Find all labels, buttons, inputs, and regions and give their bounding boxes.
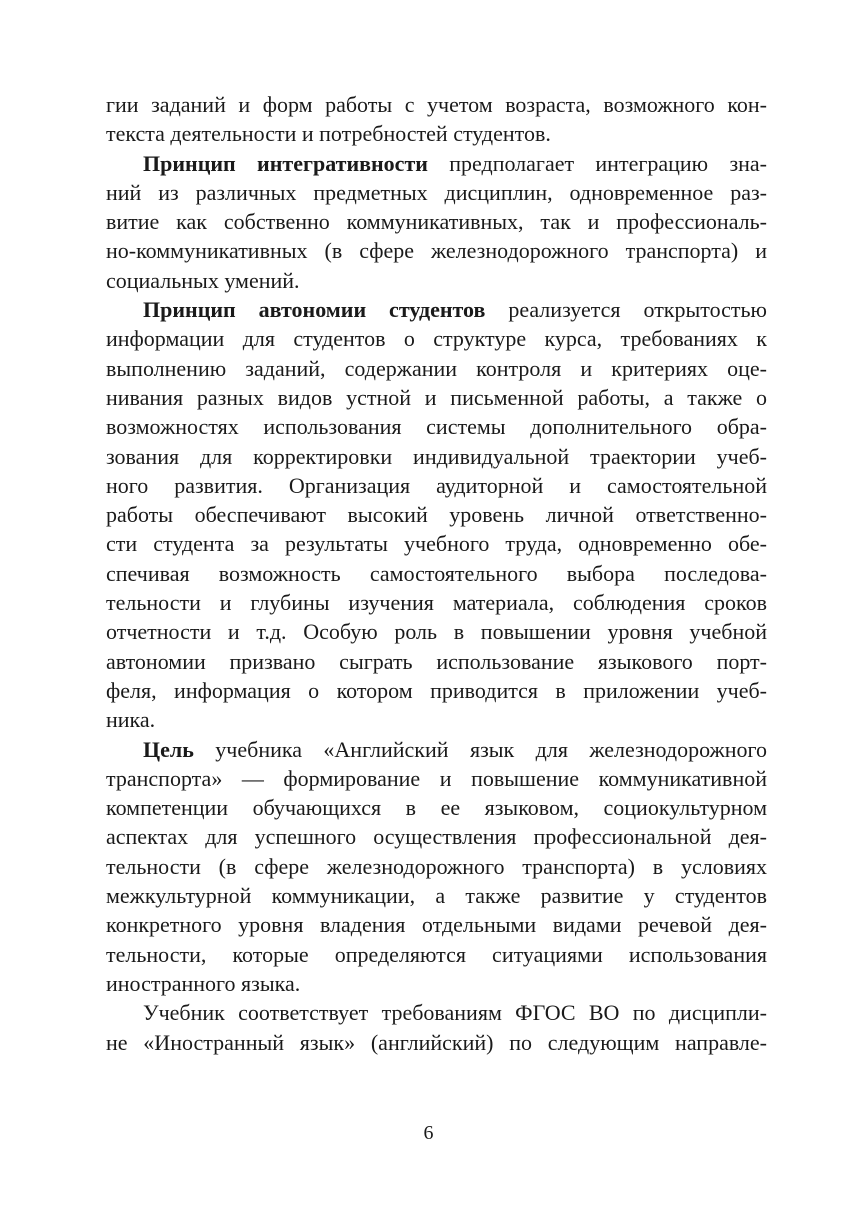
text-line: ника. <box>106 707 156 733</box>
bold-lead-term: Принцип интегративности <box>143 150 428 176</box>
text-line: витие как собственно коммуникативных, так и профессиональ- <box>106 209 767 235</box>
page-number: 6 <box>423 1122 434 1144</box>
text-line: отчетности и т.д. Особую роль в повышении уровня учебной <box>106 619 767 645</box>
text-line: компетенции обучающихся в ее языковом, социокультурном <box>106 795 767 821</box>
text-line: зования для корректировки индивидуальной траектории учеб- <box>106 443 767 469</box>
paragraph-goal <box>106 735 767 999</box>
paragraph-integrativity <box>106 149 767 295</box>
text-line: Цель учебника «Английский язык для железнодорожного <box>143 736 767 762</box>
text-line: тельности (в сфере железнодорожного транспорта) в условиях <box>106 853 767 879</box>
paragraph-standards <box>106 998 767 1057</box>
text-line: гии заданий и форм работы с учетом возраста, возможного кон- <box>106 92 767 117</box>
text-line: сти студента за результаты учебного труда, одновременно обе- <box>106 531 767 557</box>
text-line: Принцип автономии студентов реализуется открытостью <box>143 297 767 323</box>
text-line: аспектах для успешного осуществления профессиональной дея- <box>106 824 767 850</box>
text-line: спечивая возможность самостоятельного выбора последова- <box>106 560 767 586</box>
paragraph-continuation <box>106 90 767 149</box>
text-line: текста деятельности и потребностей студентов. <box>106 121 551 147</box>
paragraph-autonomy <box>106 295 767 734</box>
body-text <box>106 90 767 1057</box>
text-line: работы обеспечивают высокий уровень личной ответственно- <box>106 502 767 528</box>
text-line: Учебник соответствует требованиям ФГОС ВО по дисципли- <box>143 1000 767 1026</box>
text-line: не «Иностранный язык» (английский) по следующим направле- <box>106 1029 767 1055</box>
text-line: нивания разных видов устной и письменной работы, а также о <box>106 384 767 410</box>
bold-lead-term: Цель <box>143 736 194 762</box>
text-line: тельности и глубины изучения материала, соблюдения сроков <box>106 590 767 616</box>
text-line: иностранного языка. <box>106 970 301 996</box>
text-line: феля, информация о котором приводится в приложении учеб- <box>106 677 767 703</box>
text-line: автономии призвано сыграть использование языкового порт- <box>106 648 767 674</box>
text-line: социальных умений. <box>106 267 300 293</box>
text-line: ний из различных предметных дисциплин, одновременное раз- <box>106 179 767 205</box>
text-line: тельности, которые определяются ситуациями использования <box>106 941 767 967</box>
text-line: информации для студентов о структуре курса, требованиях к <box>106 326 767 352</box>
bold-lead-term: Принцип автономии студентов <box>143 297 486 323</box>
text-line: но-коммуникативных (в сфере железнодорожного транспорта) и <box>106 238 767 264</box>
text-line: выполнению заданий, содержании контроля и критериях оце- <box>106 355 767 381</box>
text-line: конкретного уровня владения отдельными видами речевой дея- <box>106 912 767 938</box>
text-line: ного развития. Организация аудиторной и самостоятельной <box>106 472 767 498</box>
text-line: межкультурной коммуникации, а также развитие у студентов <box>106 883 767 909</box>
text-line: транспорта» — формирование и повышение коммуникативной <box>106 765 767 791</box>
text-line: Принцип интегративности предполагает интеграцию зна- <box>143 150 767 176</box>
text-line: возможностях использования системы дополнительного обра- <box>106 414 767 440</box>
